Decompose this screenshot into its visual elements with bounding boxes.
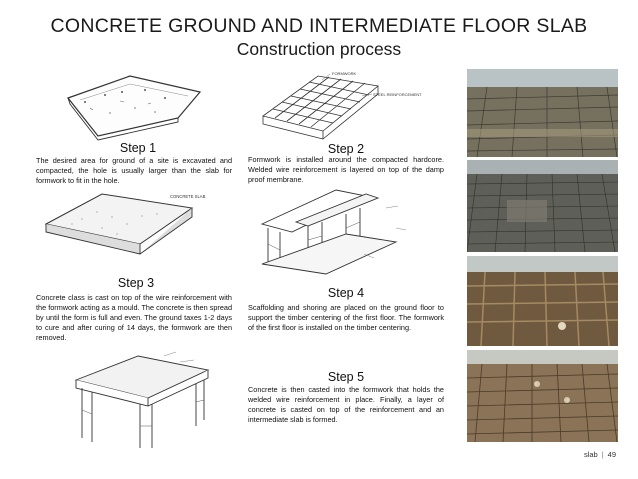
step2-heading: Step 2 [327,142,365,156]
step4-heading: Step 4 [327,286,365,300]
site-photo-1 [467,69,618,157]
step3-concrete-slab-sketch [42,184,232,264]
footer-label: slab [583,450,598,459]
page-number: 49 [607,450,616,459]
step5-intermediate-slab-sketch [68,348,228,448]
page-footer [584,450,616,459]
step2-text: Formwork is installed around the compacted hardcore. Welded wire reinforcement is layered on top of the damp proof membrane. [248,155,444,185]
page-subtitle: Construction process [236,39,402,59]
step2-reinforcement-sketch [258,66,448,146]
step3-heading: Step 3 [117,276,155,290]
step1-text: The desired area for ground of a site is excavated and compacted, the hole is usually larger than the slab for formwork to fit in the hole. [36,156,232,186]
site-photo-4 [467,350,618,442]
site-photo-3 [467,256,618,346]
step5-heading: Step 5 [327,370,365,384]
site-photo-2 [467,160,618,252]
step5-text: Concrete is then casted into the formwork that holds the welded wire reinforcement in place. Finally, a layer of concrete is casted on top of the reinforcement and an intermediate slab is formed. [248,385,444,425]
step1-heading: Step 1 [119,141,157,155]
page-title: CONCRETE GROUND AND INTERMEDIATE FLOOR SLAB [50,15,588,37]
step1-excavation-sketch [60,68,210,143]
sketch-label-reinforcement: STEEL REINFORCEMENT [373,92,422,97]
sketch-label-concrete-slab: CONCRETE SLAB [170,194,206,199]
step4-text: Scaffolding and shoring are placed on the ground floor to support the timber centering of the first floor. The formwork of the first floor is installed on the timber centering. [248,303,444,333]
step4-scaffolding-sketch [256,184,446,276]
footer-separator: | [601,450,604,459]
sketch-label-formwork: FORMWORK [332,71,357,76]
step3-text: Concrete class is cast on top of the wire reinforcement with the formwork acting as a mould. The concrete is then spread by until the form is full and even. The ground taxes 1-2 days to cure and after curing of 14 days, the formwork are then removed. [36,293,232,343]
